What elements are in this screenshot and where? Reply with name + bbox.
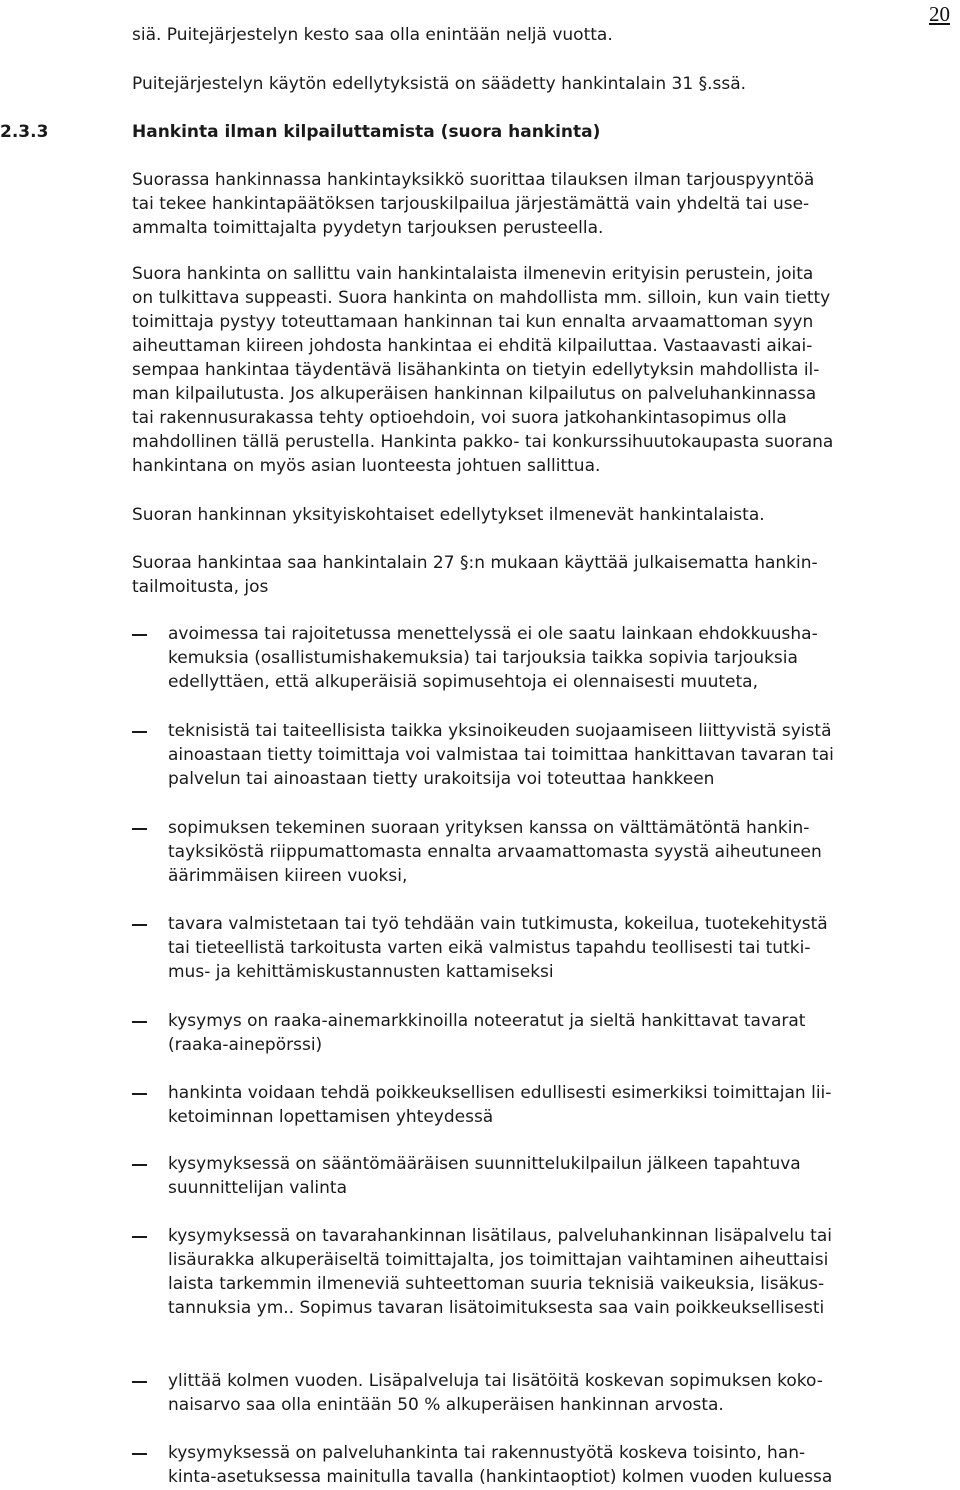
list-item-text: sopimuksen tekeminen suoraan yrityksen kanssa on välttämätöntä hankin- tayksiköstä riippumattomasta ennalta arvaamattomasta syystä aiheutuneen äärimmäisen kiireen vuoksi, (168, 818, 822, 886)
list-item-text: kysymyksessä on palveluhankinta tai rakennustyötä koskeva toisinto, han- kinta-asetuksessa mainitulla tavalla (hankintaoptiot) kolmen vuoden kuluessa (168, 1443, 833, 1487)
dash-bullet-icon (132, 731, 147, 733)
paragraph-details: Suoran hankinnan yksityiskohtaiset edellytykset ilmenevät hankintalaista. (132, 505, 765, 525)
page-number: 20 (929, 2, 950, 26)
dash-bullet-icon (132, 1093, 147, 1095)
section-number: 2.3.3 (0, 122, 49, 142)
intro-line-2: Puitejärjestelyn käytön edellytyksistä on säädetty hankintalain 31 §.ssä. (132, 74, 747, 94)
dash-bullet-icon (132, 634, 147, 636)
list-item-text: kysymyksessä on tavarahankinnan lisätilaus, palveluhankinnan lisäpalvelu tai lisäurakka alkuperäiseltä toimittajalta, jos toimittajan vaihtaminen aiheuttaisi laista tarkemmin ilmeneviä suhteettoman suuria teknisiä vaikeuksia, lisäkus- tannuksia ym.. Sopimus tavaran lisätoimituksesta saa vain poikkeuksellisesti (168, 1226, 832, 1318)
list-item-text: kysymyksessä on sääntömääräisen suunnittelukilpailun jälkeen tapahtuva suunnittelijan valinta (168, 1154, 801, 1198)
paragraph-list-intro: Suoraa hankintaa saa hankintalain 27 §:n mukaan käyttää julkaisematta hankin- tailmoitusta, jos (132, 553, 818, 597)
section-title: Hankinta ilman kilpailuttamista (suora hankinta) (132, 122, 601, 142)
dash-bullet-icon (132, 1453, 147, 1455)
dash-bullet-icon (132, 1021, 147, 1023)
list-item-text: teknisistä tai taiteellisista taikka yksinoikeuden suojaamiseen liittyvistä syistä ainoastaan tietty toimittaja voi valmistaa tai toimittaa hankittavan tavaran tai palvelun tai ainoastaan tietty urakoitsija voi toteuttaa hankkeen (168, 721, 834, 789)
intro-line-1: siä. Puitejärjestelyn kesto saa olla enintään neljä vuotta. (132, 25, 613, 45)
paragraph-definition: Suorassa hankinnassa hankintayksikkö suorittaa tilauksen ilman tarjouspyyntöä tai tekee hankintapäätöksen tarjouskilpailua järjestämättä vain yhdeltä tai use- ammalta toimittajalta pyydetyn tarjouksen perusteella. (132, 170, 815, 238)
dash-bullet-icon (132, 828, 147, 830)
list-item-text: hankinta voidaan tehdä poikkeuksellisen edullisesti esimerkiksi toimittajan lii- ketoiminnan lopettamisen yhteydessä (168, 1083, 832, 1127)
paragraph-conditions: Suora hankinta on sallittu vain hankintalaista ilmenevin erityisin perustein, joita on tulkittava suppeasti. Suora hankinta on mahdollista mm. silloin, kun vain tietty toimittaja pystyy toteuttamaan hankinnan tai kun ennalta arvaamattoman syyn aiheuttaman kiireen johdosta hankintaa ei ehditä kilpailuttaa. Vastaavasti aikai- sempaa hankintaa täydentävä lisähankinta on tietyin edellytyksin mahdollista il- man kilpailutusta. Jos alkuperäisen hankinnan kilpailutus on palveluhankinnassa tai rakennusurakassa tehty optioehdoin, voi suora jatkohankintasopimus olla mahdollinen tällä perustella. Hankinta pakko- tai konkurssihuutokaupasta suorana hankintana on myös asian luonteesta johtuen sallittua. (132, 264, 834, 476)
list-item-text: avoimessa tai rajoitetussa menettelyssä ei ole saatu lainkaan ehdokkuusha- kemuksia (osallistumishakemuksia) tai tarjouksia taikka sopivia tarjouksia edellyttäen, että alkuperäisiä sopimusehtoja ei olennaisesti muuteta, (168, 624, 818, 692)
dash-bullet-icon (132, 1381, 147, 1383)
list-item-text: kysymys on raaka-ainemarkkinoilla noteeratut ja sieltä hankittavat tavarat (raaka-ainepörssi) (168, 1011, 806, 1055)
list-item-text: tavara valmistetaan tai työ tehdään vain tutkimusta, kokeilua, tuotekehitystä tai tieteellistä tarkoitusta varten eikä valmistus tapahdu teollisesti tai tutki- mus- ja kehittämiskustannusten kattamiseksi (168, 914, 828, 982)
dash-bullet-icon (132, 1236, 147, 1238)
dash-bullet-icon (132, 924, 147, 926)
dash-bullet-icon (132, 1164, 147, 1166)
list-item-text: ylittää kolmen vuoden. Lisäpalveluja tai lisätöitä koskevan sopimuksen koko- naisarvo saa olla enintään 50 % alkuperäisen hankinnan arvosta. (168, 1371, 823, 1415)
